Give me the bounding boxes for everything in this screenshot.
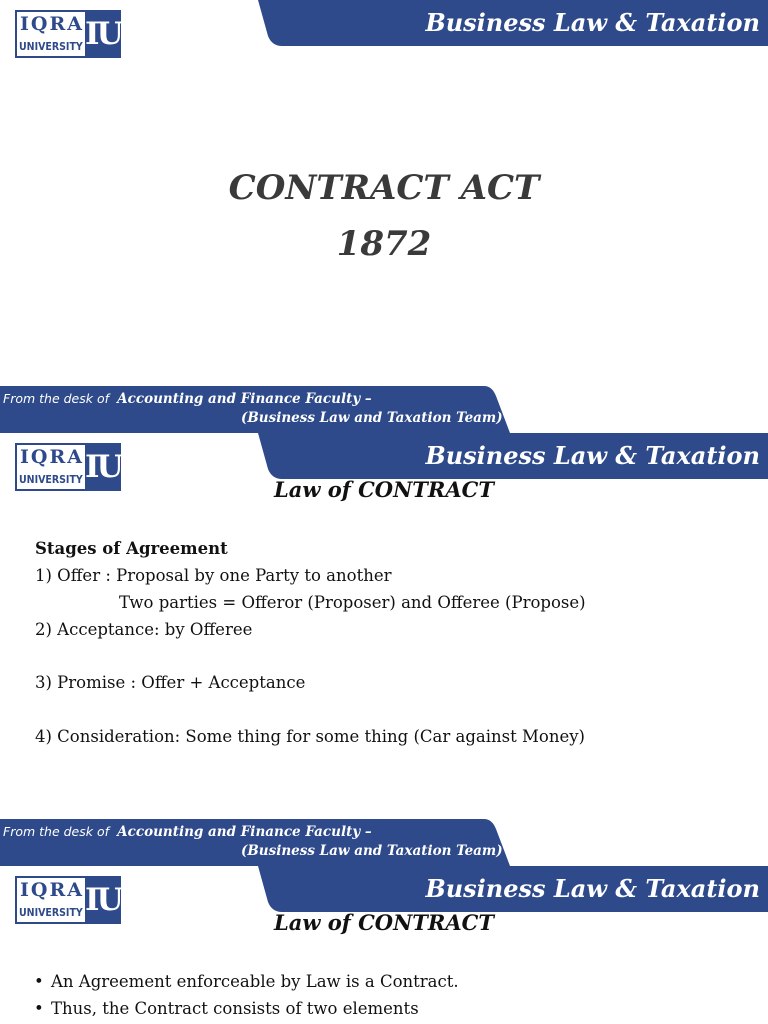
- bullet-item: [34, 999, 419, 1018]
- stage-line-1: 1) Offer : Proposal by one Party to another: [35, 566, 392, 585]
- logo-iqra-text: IQRA: [20, 13, 84, 35]
- bullet-text: Thus, the Contract consists of two elements: [51, 999, 419, 1018]
- footer-team: (Business Law and Taxation Team): [241, 410, 503, 426]
- slide-subtitle: Law of CONTRACT: [273, 477, 495, 502]
- logo-iu-mark: IU: [85, 445, 119, 489]
- footer-lead: From the desk of: [3, 824, 110, 839]
- stage-line-4: 3) Promise : Offer + Acceptance: [35, 673, 306, 692]
- stages-heading: Stages of Agreement: [35, 539, 228, 558]
- slide-1: [0, 0, 768, 433]
- slide-2: [0, 433, 768, 866]
- stage-line-2: Two parties = Offeror (Proposer) and Offeree (Propose): [119, 593, 586, 612]
- slide-title-line2: 1872: [336, 224, 432, 264]
- footer-lead: From the desk of: [3, 391, 110, 406]
- slide-title-line1: CONTRACT ACT: [228, 168, 540, 208]
- stage-line-3: 2) Acceptance: by Offeree: [35, 620, 253, 639]
- logo-iu-mark: IU: [85, 878, 119, 922]
- slide-subtitle: Law of CONTRACT: [273, 910, 495, 935]
- footer-faculty: Accounting and Finance Faculty –: [117, 824, 372, 840]
- logo-university-text: UNIVERSITY: [19, 907, 83, 919]
- bullet-dot-icon: •: [34, 999, 44, 1018]
- logo-university-text: UNIVERSITY: [19, 41, 83, 53]
- logo-iu-mark: IU: [85, 12, 119, 56]
- header-title: Business Law & Taxation: [425, 8, 760, 37]
- header-title: Business Law & Taxation: [425, 441, 760, 470]
- bullet-text: An Agreement enforceable by Law is a Contract.: [51, 972, 459, 991]
- footer-desk-line: [3, 824, 372, 840]
- bullet-item: [34, 972, 459, 991]
- iqra-university-logo: [15, 10, 121, 58]
- stage-line-5: 4) Consideration: Some thing for some thing (Car against Money): [35, 727, 585, 746]
- logo-iqra-text: IQRA: [20, 446, 84, 468]
- bullet-dot-icon: •: [34, 972, 44, 991]
- logo-iqra-text: IQRA: [20, 879, 84, 901]
- footer-team: (Business Law and Taxation Team): [241, 843, 503, 859]
- slide-3: [0, 866, 768, 1024]
- footer-faculty: Accounting and Finance Faculty –: [117, 391, 372, 407]
- header-title: Business Law & Taxation: [425, 874, 760, 903]
- footer-desk-line: [3, 391, 372, 407]
- logo-university-text: UNIVERSITY: [19, 474, 83, 486]
